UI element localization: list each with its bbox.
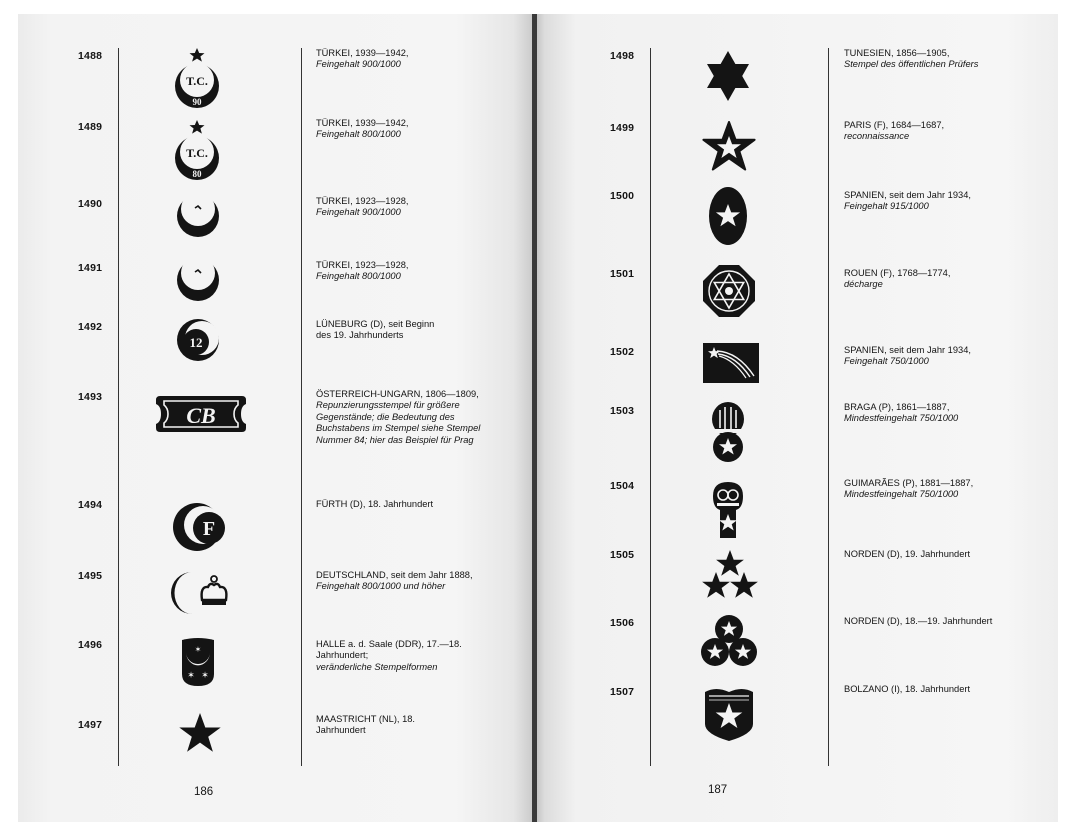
left-mark-column-rule <box>118 48 119 766</box>
entry-number: 1497 <box>78 719 103 731</box>
book-spread <box>18 14 1058 822</box>
svg-text:12: 12 <box>189 335 203 350</box>
crescent-crown-mark-icon <box>170 570 234 616</box>
right-mark-column-rule <box>650 48 651 766</box>
entry-number: 1501 <box>610 268 635 280</box>
entry-description: SPANIEN, seit dem Jahr 1934, Feingehalt 750/1000 <box>844 345 971 367</box>
entry-number: 1495 <box>78 570 103 582</box>
entry-number: 1500 <box>610 190 635 202</box>
entry-number: 1503 <box>610 405 635 417</box>
entry-description: LÜNEBURG (D), seit Beginn des 19. Jahrhunderts <box>316 319 435 341</box>
svg-text:80: 80 <box>192 169 202 179</box>
entry-number: 1502 <box>610 346 635 358</box>
entry-description: MAASTRICHT (NL), 18. Jahrhundert <box>316 714 416 736</box>
entry-description: TUNESIEN, 1856—1905, Stempel des öffentlichen Prüfers <box>844 48 979 70</box>
right-page <box>534 14 1058 822</box>
page-number-left: 186 <box>194 786 214 798</box>
entry-description: NORDEN (D), 19. Jahrhundert <box>844 549 971 559</box>
svg-text:F: F <box>202 518 216 540</box>
shield-star-mark-icon <box>702 684 756 742</box>
svg-text:CB: CB <box>186 403 216 428</box>
entry-description: TÜRKEI, 1923—1928, Feingehalt 800/1000 <box>316 260 409 282</box>
entry-number: 1492 <box>78 321 103 333</box>
entry-number: 1507 <box>610 686 635 698</box>
entry-description: TÜRKEI, 1923—1928, Feingehalt 900/1000 <box>316 196 409 218</box>
svg-text:90: 90 <box>192 97 202 107</box>
entry-number: 1488 <box>78 50 103 62</box>
entry-description: BRAGA (P), 1861—1887, Mindestfeingehalt 750/1000 <box>844 402 959 424</box>
crescent-star-tc-mark-icon <box>174 120 220 184</box>
svg-text:T.C.: T.C. <box>186 146 208 160</box>
entry-number: 1498 <box>610 50 635 62</box>
oval-star-mark-icon <box>708 186 748 246</box>
cb-cartouche-mark-icon <box>152 392 250 436</box>
three-circles-stars-mark-icon <box>700 614 758 668</box>
right-text-column-rule <box>828 48 829 766</box>
crescent-f-mark-icon <box>172 500 228 554</box>
book-gutter <box>532 14 537 822</box>
entry-number: 1491 <box>78 262 103 274</box>
svg-text:✶: ✶ <box>187 670 195 680</box>
outline-star-mark-icon <box>702 120 756 172</box>
entry-description: HALLE a. d. Saale (DDR), 17.—18. Jahrhundert; veränderliche Stempelformen <box>316 639 462 672</box>
entry-number: 1504 <box>610 480 635 492</box>
entry-number: 1505 <box>610 549 635 561</box>
svg-text:✶: ✶ <box>194 645 202 654</box>
crescent-mark-icon <box>176 194 220 238</box>
crescent-star-tc-mark-icon <box>174 48 220 112</box>
svg-text:✶: ✶ <box>201 670 209 680</box>
crown-star-mark-icon <box>710 480 746 542</box>
shield-crescent-stars-mark-icon <box>178 636 218 688</box>
page-number-right: 187 <box>708 784 728 796</box>
crescent-mark-icon <box>176 258 220 302</box>
crown-star-mark-icon <box>710 400 746 464</box>
svg-text:T.C.: T.C. <box>186 74 208 88</box>
entry-description: TÜRKEI, 1939—1942, Feingehalt 900/1000 <box>316 48 409 70</box>
entry-description: NORDEN (D), 18.—19. Jahrhundert <box>844 616 993 626</box>
entry-description: DEUTSCHLAND, seit dem Jahr 1888, Feingehalt 800/1000 und höher <box>316 570 473 592</box>
left-text-column-rule <box>301 48 302 766</box>
entry-description: GUIMARÃES (P), 1881—1887, Mindestfeingehalt 750/1000 <box>844 478 974 500</box>
entry-description: ROUEN (F), 1768—1774, décharge <box>844 268 951 290</box>
entry-description: BOLZANO (I), 18. Jahrhundert <box>844 684 971 694</box>
entry-number: 1490 <box>78 198 103 210</box>
entry-description: SPANIEN, seit dem Jahr 1934, Feingehalt 915/1000 <box>844 190 971 212</box>
entry-description: ÖSTERREICH-UNGARN, 1806—1809, Repunzierungsstempel für größere Gegenstände; die Bedeutung des Buchstabens im Stempel siehe Stempel Nummer 84; hier das Beispiel für Prag <box>316 389 481 445</box>
hexagram-mark-icon <box>702 50 754 102</box>
left-page <box>18 14 534 822</box>
entry-number: 1494 <box>78 499 103 511</box>
octagon-star-mark-icon <box>702 264 756 318</box>
entry-number: 1506 <box>610 617 635 629</box>
entry-number: 1489 <box>78 121 103 133</box>
comet-rectangle-mark-icon <box>702 342 760 384</box>
entry-description: TÜRKEI, 1939—1942, Feingehalt 800/1000 <box>316 118 409 140</box>
three-stars-mark-icon <box>702 548 758 600</box>
entry-number: 1493 <box>78 391 103 403</box>
crescent-12-mark-icon <box>176 318 220 362</box>
entry-description: FÜRTH (D), 18. Jahrhundert <box>316 499 434 509</box>
entry-number: 1499 <box>610 122 635 134</box>
entry-description: PARIS (F), 1684—1687, reconnaissance <box>844 120 945 142</box>
entry-number: 1496 <box>78 639 103 651</box>
star-mark-icon <box>178 712 222 756</box>
